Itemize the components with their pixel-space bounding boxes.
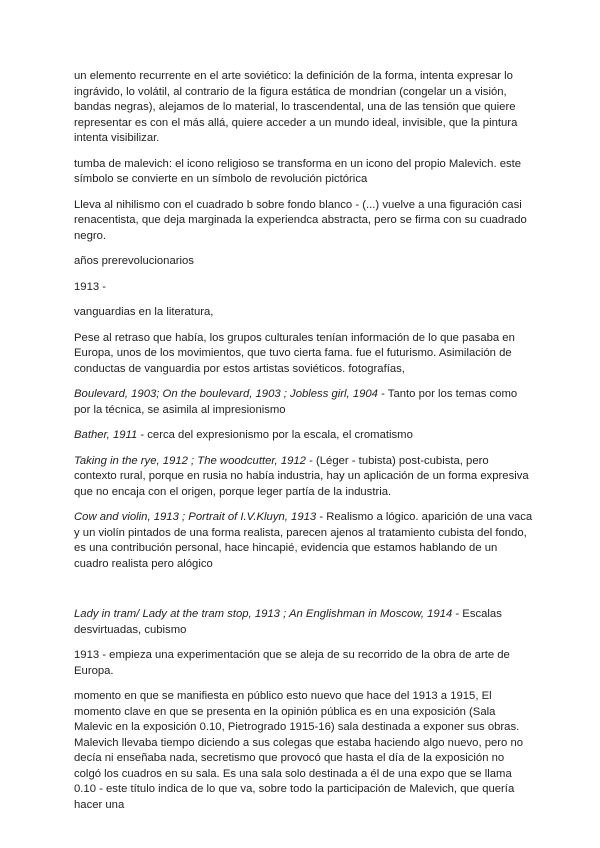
paragraph-soviet-art: un elemento recurrente en el arte soviético: la definición de la forma, intenta expresar lo ingrávido, lo volátil, al contrario de la figura estática de mondrian (congelar un a visión, bandas negras), alejamos de lo material, lo trascendental, una de las tensión que quiere representar es con el más allá, quiere acceder a un mundo ideal, invisible, que la pintura intenta visibilizar.	[74, 70, 518, 144]
document-page	[74, 69, 534, 823]
paragraph-rye: Taking in the rye, 1912 ; The woodcutter, 1912 - (Léger - tubista) post-cubista, pero contexto rural, porque en rusia no había industria, hay un aplicación de un forma expresiva que no encaja con el origen, porque leger partía de la industria.	[74, 454, 529, 498]
paragraph-1913: 1913 -	[74, 280, 107, 293]
paragraph-malevich-tomb: tumba de malevich: el icono religioso se transforma en un icono del propio Malevich. este símbolo se convierte en un símbolo de revolución pictórica	[74, 157, 522, 185]
artwork-titles: Taking in the rye, 1912 ; The woodcutter, 1912	[74, 454, 306, 467]
paragraph-experimentation: 1913 - empieza una experimentación que se aleja de su recorrido de la obra de arte de Europa.	[74, 649, 510, 677]
artwork-titles: Bather, 1911	[74, 429, 138, 441]
paragraph-futurism: Pese al retraso que había, los grupos culturales tenían información de lo que pasaba en Europa, unos de los movimientos, que tuvo cierta fama. fue el futurismo. Asimilación de conductas de vanguardia por estos artistas soviéticos. fotografías,	[74, 331, 515, 375]
paragraph-lady-tram: Lady in tram/ Lady at the tram stop, 1913 ; An Englishman in Moscow, 1914 - Escalas desvirtuadas, cubismo	[74, 608, 502, 636]
artwork-titles: Cow and violin, 1913 ; Portrait of I.V.Kluyn, 1913	[74, 511, 317, 523]
paragraph-bather: Bather, 1911 - cerca del expresionismo por la escala, el cromatismo	[74, 429, 413, 441]
paragraph-literature-vanguard: vanguardias en la literatura,	[74, 306, 214, 318]
paragraph-prerevolutionary-years: años prerevolucionarios	[74, 255, 194, 267]
paragraph-boulevard: Boulevard, 1903; On the boulevard, 1903 ; Jobless girl, 1904 - Tanto por los temas como por la técnica, se asimila al impresionismo	[74, 388, 518, 416]
artwork-titles: Lady in tram/ Lady at the tram stop, 1913 ; An Englishman in Moscow, 1914	[74, 608, 453, 620]
paragraph-nihilism: Lleva al nihilismo con el cuadrado b sobre fondo blanco - (...) vuelve a una figuración casi renacentista, que deja marginada la experiendca abstracta, pero se firma con su cuadrado negro.	[74, 198, 527, 242]
paragraph-cow-violin: Cow and violin, 1913 ; Portrait of I.V.Kluyn, 1913 - Realismo a lógico. aparición de una vaca y un violín pintados de una forma realista, parecen ajenos al tratamiento cubista del fondo, es una contribución personal, hace hincapié, evidencia que estamos hablando de un cuadro realista pero alógico	[74, 511, 533, 570]
artwork-titles: Boulevard, 1903; On the boulevard, 1903 ; Jobless girl, 1904	[74, 388, 378, 400]
paragraph-exhibition: momento en que se manifiesta en público esto nuevo que hace del 1913 a 1915, El momento clave en que se presenta en la opinión pública es en una exposición (Sala Malevic en la exposición 0.10, Pietrogrado 1915-16) sala destinada a exponer sus obras. Malevich llevaba tiempo diciendo a sus colegas que estaba haciendo algo nuevo, pero no decía ni enseñaba nada, secretismo que provocó que hasta el día de la exposición no colgó los cuadros en su sala. Es una sala solo destinada a él de una expo que se llama 0.10 - este título indica de lo que va, sobre todo la participación de Malevich, que quería hacer una	[74, 690, 524, 811]
